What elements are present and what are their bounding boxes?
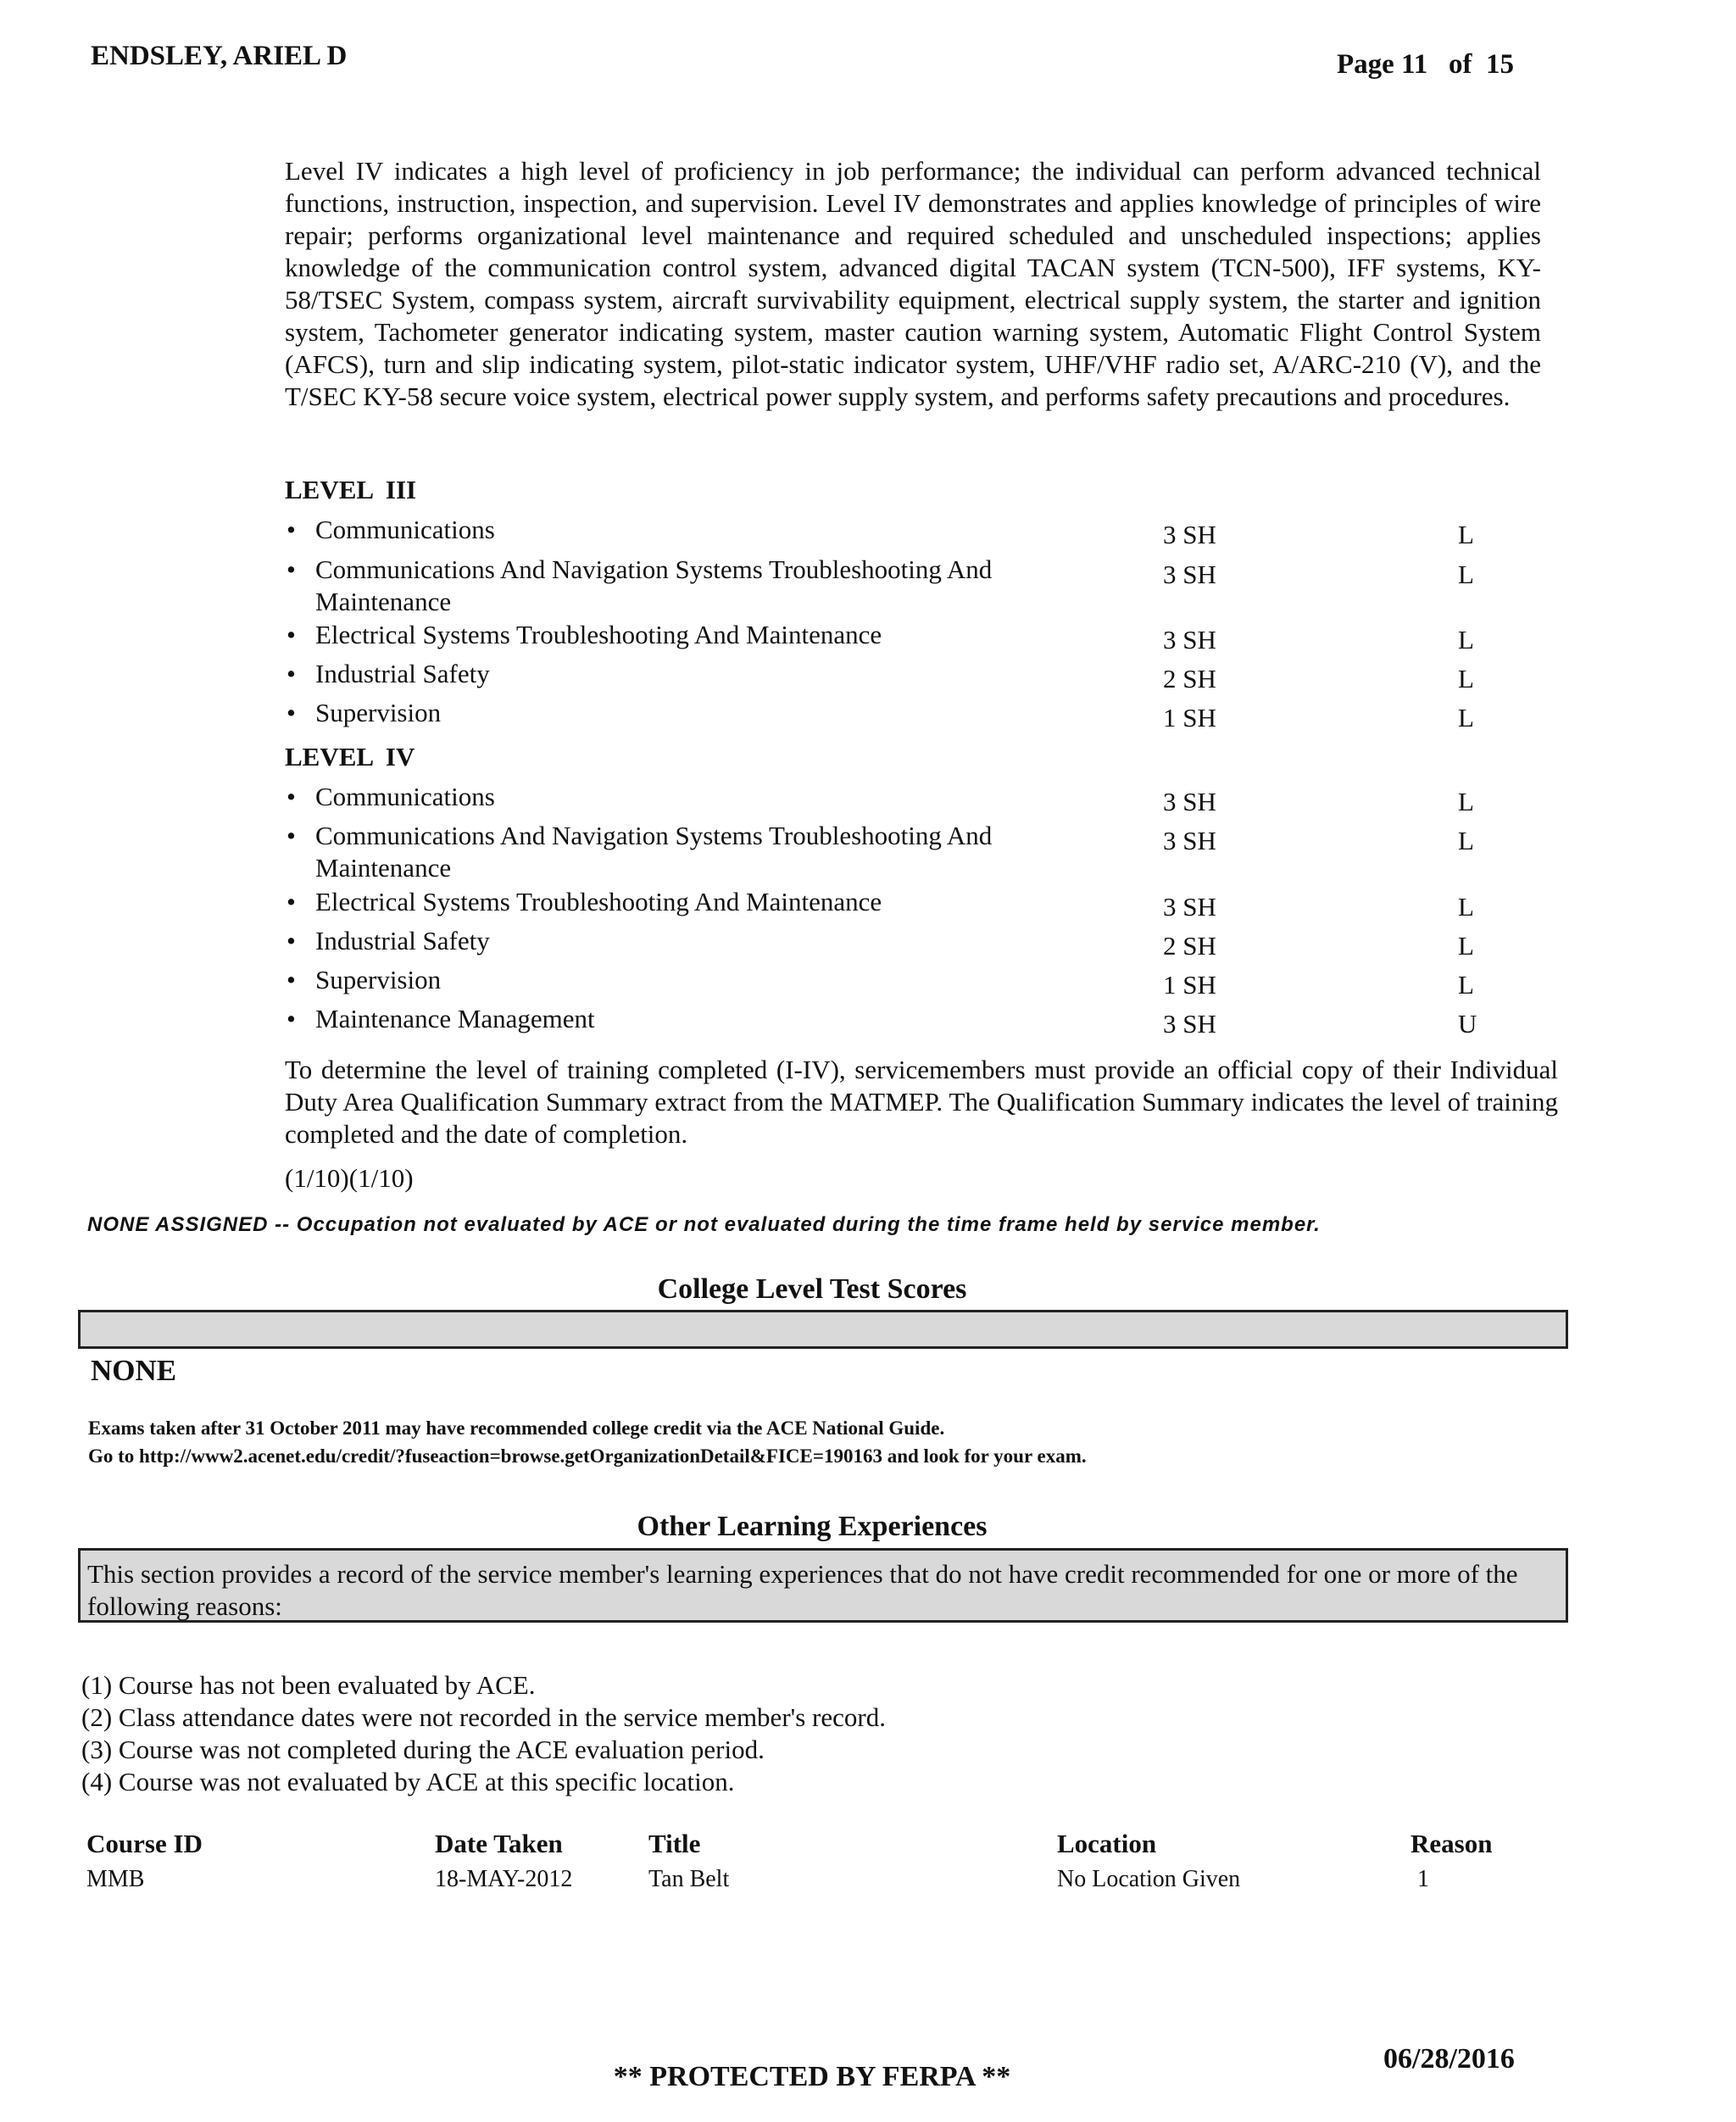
training-level-note: To determine the level of training completed (I-IV), servicemembers must provide an official copy of their Individual Duty Area Qualification Summary extract from the MATMEP. The Qualification Summary indicates the level of training completed and the date of completion. xyxy=(285,1055,1558,1149)
none-assigned-notice: NONE ASSIGNED -- Occupation not evaluated by ACE or not evaluated during the time frame held by service member. xyxy=(87,1213,1321,1236)
college-tests-title: College Level Test Scores xyxy=(657,1273,967,1305)
course-title: Maintenance Management xyxy=(315,1004,595,1033)
course-level: L xyxy=(1458,625,1474,654)
version-code: (1/10)(1/10) xyxy=(285,1163,414,1193)
course-level: L xyxy=(1458,703,1474,732)
bullet-icon: • xyxy=(287,1004,296,1033)
cell-date-taken: 18-MAY-2012 xyxy=(435,1866,573,1892)
reason-item: (3) Course was not completed during the ACE evaluation period. xyxy=(81,1735,765,1764)
reason-item: (2) Class attendance dates were not recorded in the service member's record. xyxy=(81,1702,886,1732)
bullet-icon: • xyxy=(287,659,296,688)
cell-reason: 1 xyxy=(1417,1866,1429,1892)
college-tests-bar xyxy=(78,1310,1568,1349)
course-title: Industrial Safety xyxy=(315,659,490,688)
exams-note-line1: Exams taken after 31 October 2011 may have recommended college credit via the ACE National Guide. xyxy=(88,1417,945,1439)
course-title: Communications xyxy=(315,782,495,811)
student-name: ENDSLEY, ARIEL D xyxy=(91,41,348,71)
course-level: L xyxy=(1458,520,1474,549)
column-header-course-id: Course ID xyxy=(86,1829,203,1858)
cell-title: Tan Belt xyxy=(648,1866,730,1892)
level-iv-heading: LEVEL IV xyxy=(285,742,415,771)
other-learning-description: This section provides a record of the service member's learning experiences that do not have credit recommended for one or more of the following reasons: xyxy=(87,1559,1518,1621)
course-title: Industrial Safety xyxy=(315,926,490,955)
reason-item: (1) Course has not been evaluated by ACE. xyxy=(81,1670,536,1700)
bullet-icon: • xyxy=(287,698,296,727)
college-tests-none: NONE xyxy=(91,1354,177,1387)
reasons-list xyxy=(81,1669,886,1798)
course-title: Supervision xyxy=(315,965,442,994)
course-credit: 3 SH xyxy=(1163,520,1216,549)
course-level: L xyxy=(1458,826,1474,855)
bullet-icon: • xyxy=(287,926,296,955)
course-credit: 3 SH xyxy=(1163,826,1216,855)
course-credit: 1 SH xyxy=(1163,970,1216,1000)
course-level: L xyxy=(1458,560,1474,589)
course-credit: 3 SH xyxy=(1163,892,1216,922)
print-date: 06/28/2016 xyxy=(1383,2043,1515,2075)
exams-note xyxy=(88,1414,1087,1470)
exams-note-line2: Go to http://www2.acenet.edu/credit/?fuseaction=browse.getOrganizationDetail&FICE=190163 and look for your exam. xyxy=(88,1445,1087,1467)
reason-item: (4) Course was not evaluated by ACE at this specific location. xyxy=(81,1767,735,1796)
course-credit: 2 SH xyxy=(1163,931,1216,961)
cell-location: No Location Given xyxy=(1057,1866,1241,1892)
cell-course-id: MMB xyxy=(86,1866,145,1892)
column-header-date-taken: Date Taken xyxy=(435,1829,563,1858)
course-title: Supervision xyxy=(315,698,442,727)
ferpa-notice: ** PROTECTED BY FERPA ** xyxy=(613,2061,1011,2092)
course-credit: 3 SH xyxy=(1163,560,1216,589)
course-title: Communications xyxy=(315,515,495,544)
course-level: L xyxy=(1458,970,1474,1000)
column-header-location: Location xyxy=(1057,1829,1157,1858)
course-credit: 3 SH xyxy=(1163,625,1216,654)
course-level: L xyxy=(1458,787,1474,816)
bullet-icon: • xyxy=(287,554,296,584)
column-header-title: Title xyxy=(648,1829,701,1858)
course-title: Electrical Systems Troubleshooting And Maintenance xyxy=(315,620,882,649)
course-credit: 1 SH xyxy=(1163,703,1216,732)
course-credit: 3 SH xyxy=(1163,1009,1216,1039)
bullet-icon: • xyxy=(287,782,296,811)
course-title: Electrical Systems Troubleshooting And Maintenance xyxy=(315,887,882,916)
level-iii-heading: LEVEL III xyxy=(285,475,417,504)
bullet-icon: • xyxy=(287,515,296,544)
course-level: L xyxy=(1458,931,1474,961)
course-credit: 2 SH xyxy=(1163,664,1216,693)
level-iv-description: Level IV indicates a high level of proficiency in job performance; the individual can perform advanced technical functions, instruction, inspection, and supervision. Level IV demonstrates and applies knowledge of principles of wire repair; performs organizational level maintenance and required scheduled and unscheduled inspections; applies knowledge of the communication control system, advanced digital TACAN system (TCN-500), IFF systems, KY-58/TSEC System, compass system, aircraft survivability equipment, electrical supply system, the starter and ignition system, Tachometer generator indicating system, master caution warning system, Automatic Flight Control System (AFCS), turn and slip indicating system, pilot-static indicator system, UHF/VHF radio set, A/ARC-210 (V), and the T/SEC KY-58 secure voice system, electrical power supply system, and performs safety precautions and procedures. xyxy=(285,156,1541,411)
column-header-reason: Reason xyxy=(1410,1829,1493,1858)
other-learning-title: Other Learning Experiences xyxy=(637,1511,988,1542)
page-number: Page 11 of 15 xyxy=(1337,49,1514,80)
course-level: U xyxy=(1458,1009,1477,1039)
bullet-icon: • xyxy=(287,821,296,850)
bullet-icon: • xyxy=(287,887,296,916)
other-learning-box xyxy=(78,1548,1568,1623)
course-level: L xyxy=(1458,664,1474,693)
bullet-icon: • xyxy=(287,965,296,994)
course-level: L xyxy=(1458,892,1474,922)
bullet-icon: • xyxy=(287,620,296,649)
course-title: Communications And Navigation Systems Troubleshooting And Maintenance xyxy=(315,821,993,883)
course-credit: 3 SH xyxy=(1163,787,1216,816)
course-title: Communications And Navigation Systems Troubleshooting And Maintenance xyxy=(315,554,993,616)
